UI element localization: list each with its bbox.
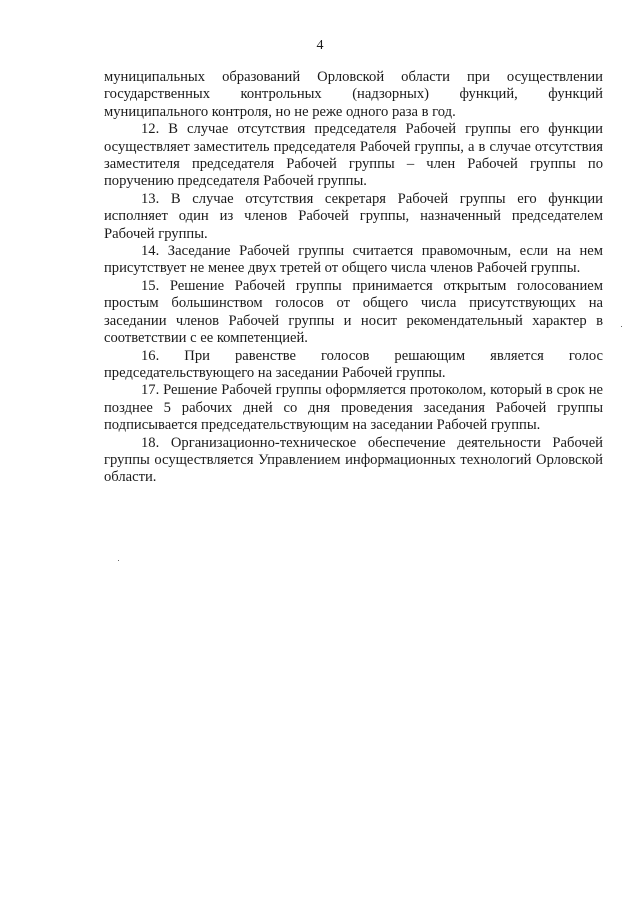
paragraph-15: 15. Решение Рабочей группы принимается открытым голосованием простым большинством голосов от общего числа присутствующих на заседании членов Рабочей группы и носит рекомендательный характер в соответствии с ее компетенцией. [104, 277, 603, 347]
page-number: 4 [316, 38, 324, 53]
paragraph-16: 16. При равенстве голосов решающим является голос председательствующего на заседании Рабочей группы. [104, 347, 603, 381]
paragraph-continuation: муниципальных образований Орловской области при осуществлении государственных контрольных (надзорных) функций, функций муниципального контроля, но не реже одного раза в год. [104, 69, 603, 120]
paragraph-12: 12. В случае отсутствия председателя Рабочей группы его функции осуществляет заместитель председателя Рабочей группы, а в случае отсутствия заместителя председателя Рабочей группы – член Рабочей группы по поручению председателя Рабочей группы. [104, 121, 603, 190]
paragraph-13: 13. В случае отсутствия секретаря Рабочей группы его функции исполняет один из членов Рабочей группы, назначенный председателем Рабочей группы. [104, 190, 603, 242]
paragraph-18: 18. Организационно-техническое обеспечение деятельности Рабочей группы осуществляется Управлением информационных технологий Орловской области. [104, 434, 603, 486]
scan-speck [621, 326, 622, 327]
paragraph-14: 14. Заседание Рабочей группы считается правомочным, если на нем присутствует не менее двух третей от общего числа членов Рабочей группы. [104, 243, 603, 277]
scan-speck [118, 560, 119, 561]
paragraph-17: 17. Решение Рабочей группы оформляется протоколом, который в срок не позднее 5 рабочих дней со дня проведения заседания Рабочей группы подписывается председательствующим на заседании Рабочей группы. [104, 382, 603, 434]
document-body [104, 69, 603, 487]
